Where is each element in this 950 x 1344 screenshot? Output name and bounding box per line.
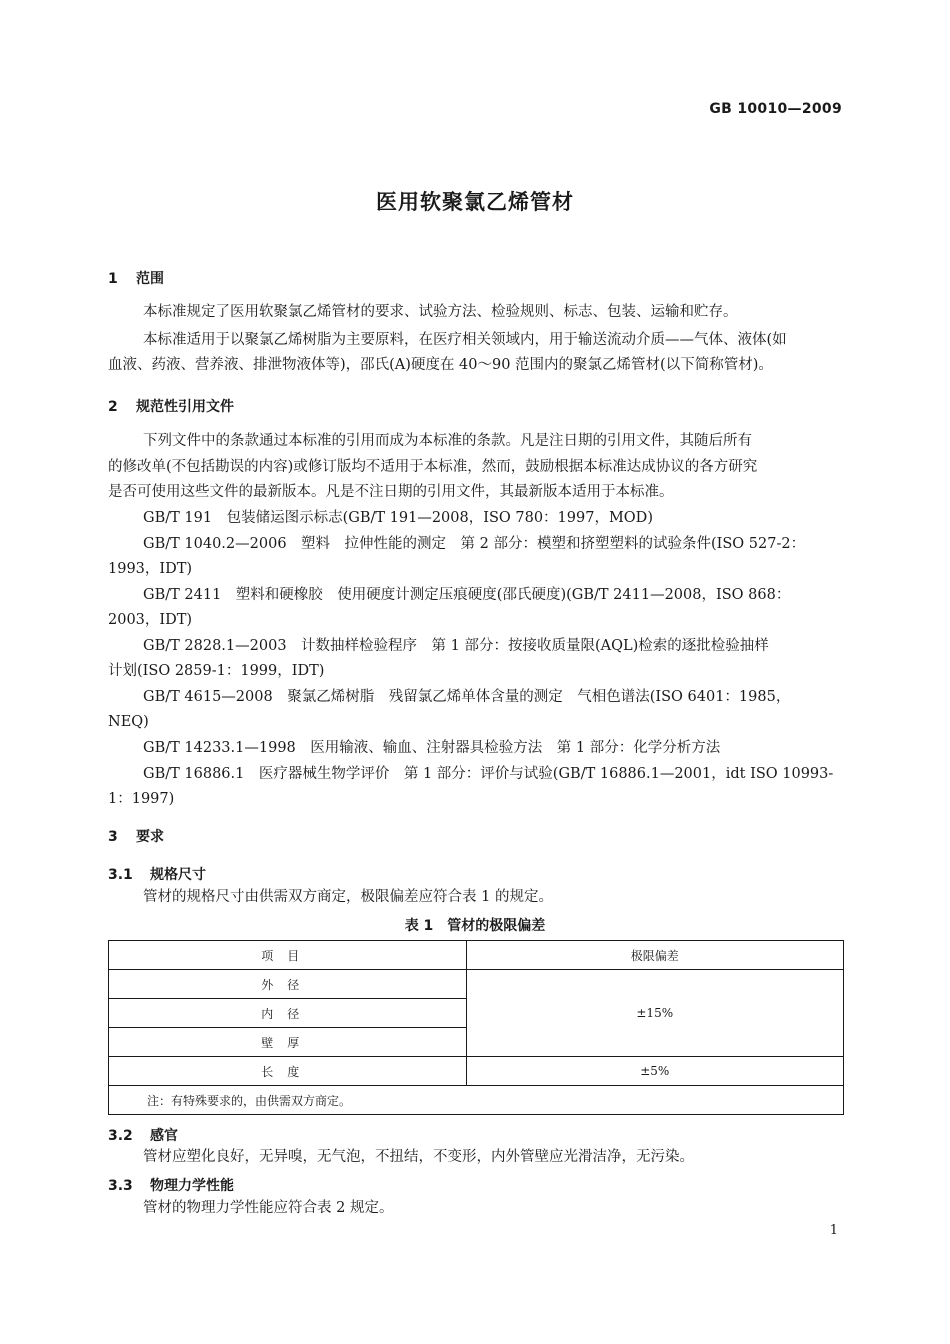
subsection-number: 3.1 [108,867,133,883]
section-number: 1 [108,271,118,287]
section-2-heading [108,396,234,416]
reference-item: GB/T 16886.1 医疗器械生物学评价 第 1 部分：评价与试验(GB/T 16886.1—2001，idt ISO 10993- [143,766,834,782]
paragraph: 下列文件中的条款通过本标准的引用而成为本标准的条款。凡是注日期的引用文件，其随后所有 [143,433,752,449]
reference-item: GB/T 1040.2—2006 塑料 拉伸性能的测定 第 2 部分：模塑和挤塑塑料的试验条件(ISO 527-2： [143,536,806,552]
paragraph-continuation: 血液、药液、营养液、排泄物液体等)，邵氏(A)硬度在 40～90 范围内的聚氯乙烯管材(以下简称管材)。 [108,357,773,373]
subsection-title: 感官 [150,1128,178,1144]
reference-item-continuation: NEQ) [108,714,149,730]
subsection-3-3-heading [108,1175,234,1195]
page-number: 1 [829,1223,838,1238]
section-title: 范围 [136,271,164,287]
subsection-title: 物理力学性能 [150,1178,234,1194]
row-label-length: 长度 [109,1057,467,1086]
reference-item: GB/T 14233.1—1998 医用输液、输血、注射器具检验方法 第 1 部分：化学分析方法 [143,740,721,756]
column-header-deviation: 极限偏差 [466,941,844,970]
subsection-number: 3.3 [108,1178,133,1194]
row-label-inner-diameter: 内径 [109,999,467,1028]
row-label-outer-diameter: 外径 [109,970,467,999]
table-note: 注：有特殊要求的，由供需双方商定。 [109,1086,844,1115]
section-title: 要求 [136,829,164,845]
deviation-value: ±15% [466,970,844,1057]
paragraph: 管材应塑化良好，无异嗅，无气泡，不扭结，不变形，内外管壁应光滑洁净，无污染。 [143,1149,694,1165]
column-header-item: 项目 [109,941,467,970]
standard-number: GB 10010—2009 [709,101,842,117]
reference-item: GB/T 4615—2008 聚氯乙烯树脂 残留氯乙烯单体含量的测定 气相色谱法(ISO 6401：1985， [143,689,791,705]
table-row [109,1057,844,1086]
table-row [109,970,844,999]
reference-item: GB/T 2828.1—2003 计数抽样检验程序 第 1 部分：按接收质量限(AQL)检索的逐批检验抽样 [143,638,769,654]
subsection-3-2-heading [108,1125,178,1145]
section-number: 2 [108,399,118,415]
reference-item-continuation: 1：1997) [108,791,175,807]
table-note-row [109,1086,844,1115]
paragraph: 管材的物理力学性能应符合表 2 规定。 [143,1200,394,1216]
paragraph: 管材的规格尺寸由供需双方商定，极限偏差应符合表 1 的规定。 [143,889,553,905]
reference-item: GB/T 2411 塑料和硬橡胶 使用硬度计测定压痕硬度(邵氏硬度)(GB/T 2411—2008，ISO 868： [143,587,791,603]
deviation-value: ±5% [466,1057,844,1086]
reference-item-continuation: 1993，IDT) [108,561,193,577]
reference-item-continuation: 计划(ISO 2859-1：1999，IDT) [108,663,325,679]
subsection-title: 规格尺寸 [150,867,206,883]
section-3-heading [108,826,164,846]
paragraph: 本标准适用于以聚氯乙烯树脂为主要原料，在医疗相关领域内，用于输送流动介质——气体、液体(如 [143,332,787,348]
section-title: 规范性引用文件 [136,399,234,415]
subsection-number: 3.2 [108,1128,133,1144]
paragraph-continuation: 是否可使用这些文件的最新版本。凡是不注日期的引用文件，其最新版本适用于本标准。 [108,484,674,500]
section-number: 3 [108,829,118,845]
reference-item-continuation: 2003，IDT) [108,612,193,628]
paragraph-continuation: 的修改单(不包括勘误的内容)或修订版均不适用于本标准，然而，鼓励根据本标准达成协议的各方研究 [108,459,758,475]
limit-deviation-table [108,940,844,1115]
paragraph: 本标准规定了医用软聚氯乙烯管材的要求、试验方法、检验规则、标志、包装、运输和贮存。 [143,304,738,320]
document-title: 医用软聚氯乙烯管材 [376,190,574,214]
reference-item: GB/T 191 包装储运图示标志(GB/T 191—2008，ISO 780：1997，MOD) [143,510,653,526]
section-1-heading [108,268,164,288]
row-label-wall-thickness: 壁厚 [109,1028,467,1057]
table-caption: 表 1 管材的极限偏差 [404,918,546,934]
subsection-3-1-heading [108,864,206,884]
table-header-row [109,941,844,970]
